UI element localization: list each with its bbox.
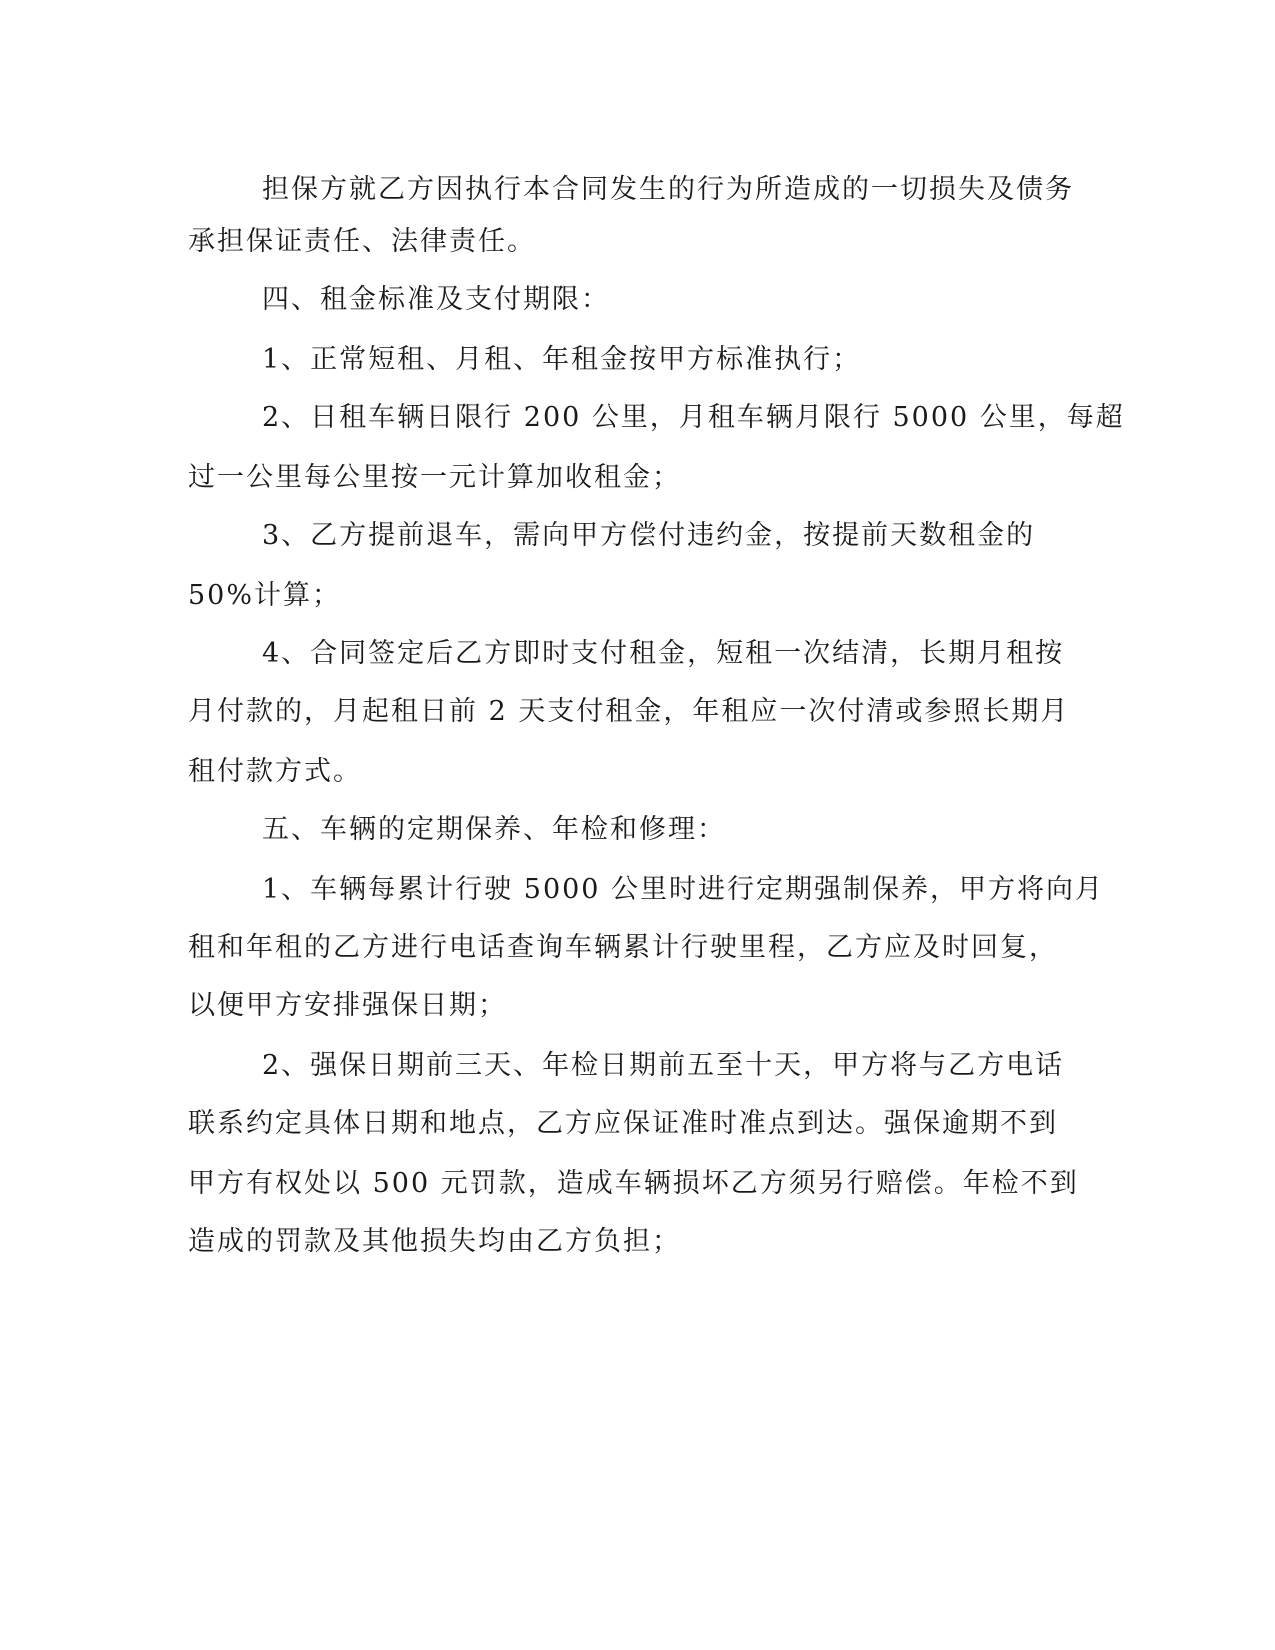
text-line: 租和年租的乙方进行电话查询车辆累计行驶里程，乙方应及时回复， bbox=[188, 932, 1058, 963]
section-heading-4: 四、租金标准及支付期限： bbox=[262, 284, 610, 315]
text-line: 担保方就乙方因执行本合同发生的行为所造成的一切损失及债务 bbox=[262, 174, 1074, 205]
text-line: 以便甲方安排强保日期； bbox=[188, 990, 507, 1021]
text-line: 3、乙方提前退车，需向甲方偿付违约金，按提前天数租金的 bbox=[262, 520, 1036, 551]
text-line: 2、日租车辆日限行 200 公里，月租车辆月限行 5000 公里，每超 bbox=[262, 402, 1125, 433]
text-line: 租付款方式。 bbox=[188, 756, 362, 787]
section-heading-5: 五、车辆的定期保养、年检和修理： bbox=[262, 814, 726, 845]
text-line: 造成的罚款及其他损失均由乙方负担； bbox=[188, 1226, 681, 1257]
text-line: 2、强保日期前三天、年检日期前五至十天，甲方将与乙方电话 bbox=[262, 1050, 1065, 1081]
text-line: 4、合同签定后乙方即时支付租金，短租一次结清，长期月租按 bbox=[262, 638, 1065, 669]
text-line: 1、车辆每累计行驶 5000 公里时进行定期强制保养，甲方将向月 bbox=[262, 874, 1105, 905]
text-line: 50%计算； bbox=[188, 580, 342, 611]
text-line: 承担保证责任、法律责任。 bbox=[188, 226, 536, 257]
text-line: 联系约定具体日期和地点，乙方应保证准时准点到达。强保逾期不到 bbox=[188, 1108, 1058, 1139]
text-line: 1、正常短租、月租、年租金按甲方标准执行； bbox=[262, 344, 862, 375]
text-line: 过一公里每公里按一元计算加收租金； bbox=[188, 462, 681, 493]
text-line: 月付款的，月起租日前 2 天支付租金，年租应一次付清或参照长期月 bbox=[188, 696, 1070, 727]
text-line: 甲方有权处以 500 元罚款，造成车辆损坏乙方须另行赔偿。年检不到 bbox=[188, 1168, 1079, 1199]
